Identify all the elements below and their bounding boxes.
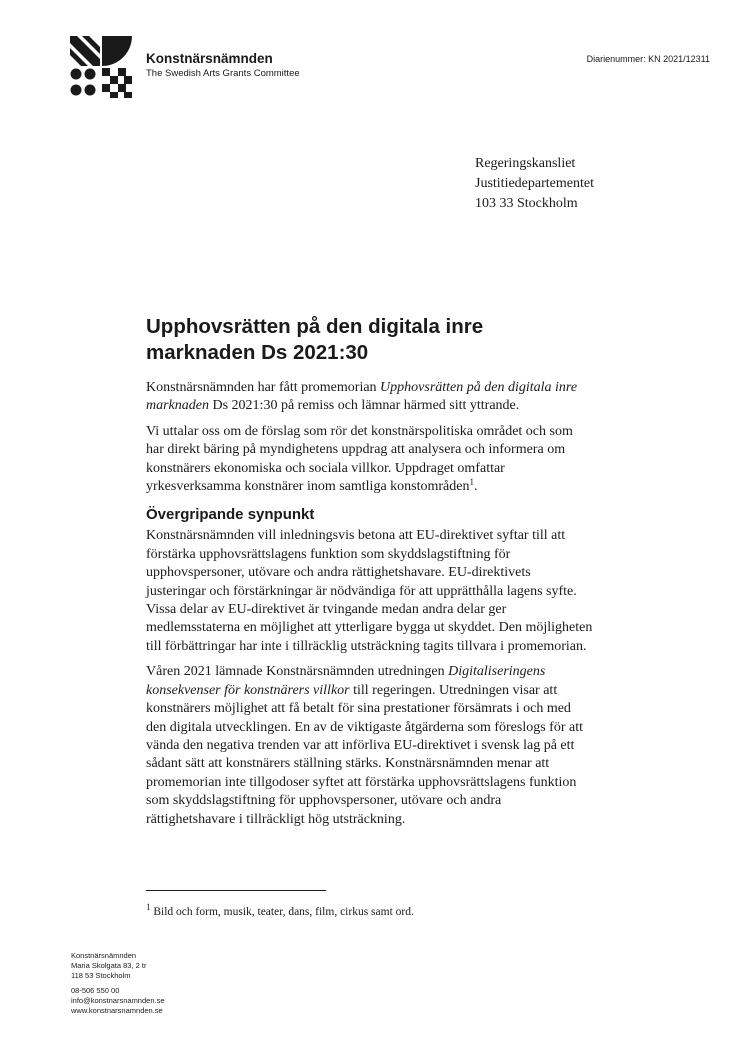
footnote-ref: 1 — [469, 477, 474, 488]
italic-title: Upphovsrätten på den digitala inre — [380, 380, 578, 395]
text-line: upphovspersoner, utövare och andra rättighetshavare. EU-direktivets — [146, 565, 531, 581]
text-line: förstärka upphovsrättslagens funktion som skyddslagstiftning för — [146, 546, 511, 562]
overview-paragraph — [146, 527, 616, 656]
report-paragraph — [146, 663, 616, 829]
text-line: den digitala utvecklingen. En av de viktigaste åtgärderna som föreslogs för att — [146, 719, 583, 735]
document-title — [146, 314, 586, 366]
diarienummer: Diarienummer: KN 2021/12311 — [586, 54, 710, 64]
text-line: har direkt bäring på myndighetens uppdrag att analysera och informera om — [146, 442, 566, 458]
text-line: Konstnärsnämnden vill inledningsvis betona att EU-direktivet syftar till att — [146, 528, 566, 544]
text-line: som skyddslagstiftning för upphovspersoner, utövare och andra — [146, 793, 502, 809]
text-run: Ds 2021:30 på remiss och lämnar härmed sitt yttrande. — [209, 398, 520, 414]
page-footer — [71, 951, 165, 1016]
footnote-divider — [146, 890, 326, 891]
text-line: sådant sätt att konstnärers ställning stärks. Konstnärsnämnden menar att — [146, 756, 550, 772]
recipient-line: 103 33 Stockholm — [475, 196, 578, 211]
footer-address — [71, 951, 165, 982]
text-line: vända den negativa trenden var att införliva EU-direktivet i svensk lag på ett — [146, 737, 575, 753]
italic-title: Digitaliseringens — [448, 664, 546, 680]
footer-website: www.konstnarsnamnden.se — [71, 1006, 163, 1016]
text-line: rättighetshavare i tillräckligt hög utsträckning. — [146, 811, 406, 827]
footnote-number: 1 — [146, 902, 151, 912]
footer-contact — [71, 986, 165, 1017]
footer-org-name: Konstnärsnämnden — [71, 951, 137, 960]
italic-title: konsekvenser för konstnärers villkor — [146, 682, 350, 698]
footer-city: 118 53 Stockholm — [71, 971, 131, 981]
text-line: yrkesverksamma konstnärer inom samtliga konstområden — [146, 479, 470, 495]
recipient-address — [475, 154, 594, 214]
text-line: promemorian inte tillgodoser syftet att förstärka upphovsrättslagens funktion — [146, 774, 577, 790]
konstnarsnamnden-logo-icon — [70, 36, 132, 98]
section-heading: Övergripande synpunkt — [146, 506, 315, 524]
text-line: Vissa delar av EU-direktivet är tvingande medan andra delar ger — [146, 602, 507, 618]
italic-title: marknaden — [146, 398, 209, 414]
text-line: konstnärers möjlighet att få betalt för sina prestationer försämrats i och med — [146, 701, 571, 717]
org-subtitle: The Swedish Arts Grants Committee — [146, 68, 300, 79]
text-line: justeringar och förstärkningar är nödvändiga för att upprätthålla lagens syfte. — [146, 583, 577, 599]
footer-email: info@konstnarsnamnden.se — [71, 995, 165, 1005]
text-run: Våren 2021 lämnade Konstnärsnämnden utredningen — [146, 664, 449, 680]
title-line: Upphovsrätten på den digitala inre — [146, 315, 484, 338]
footnote — [146, 902, 414, 918]
text-run: Konstnärsnämnden har fått promemorian — [146, 380, 381, 395]
text-line: konstnärers ekonomiska och sociala villkor. Uppdraget omfattar — [146, 460, 505, 476]
text-line: medlemsstaterna en möjlighet att ytterligare bygga ut skyddet. Den möjligheten — [146, 620, 593, 636]
footer-street: Maria Skolgata 83, 2 tr — [71, 961, 147, 971]
org-name: Konstnärsnämnden — [146, 51, 273, 66]
document-body — [146, 379, 616, 829]
title-line: marknaden Ds 2021:30 — [146, 341, 369, 364]
intro-paragraph — [146, 379, 616, 416]
text-run: . — [473, 479, 478, 495]
text-line: till förbättringar har inte i tillräcklig utsträckning tagits tillvara i promemorian. — [146, 638, 587, 654]
recipient-line: Regeringskansliet — [475, 156, 576, 171]
text-run: till regeringen. Utredningen visar att — [349, 682, 558, 698]
recipient-line: Justitiedepartementet — [475, 176, 594, 191]
text-line: Vi uttalar oss om de förslag som rör det konstnärspolitiska området och som — [146, 423, 573, 439]
footnote-text: Bild och form, musik, teater, dans, film, cirkus samt ord. — [150, 906, 414, 918]
scope-paragraph — [146, 423, 616, 497]
footer-phone: 08-506 550 00 — [71, 985, 120, 995]
